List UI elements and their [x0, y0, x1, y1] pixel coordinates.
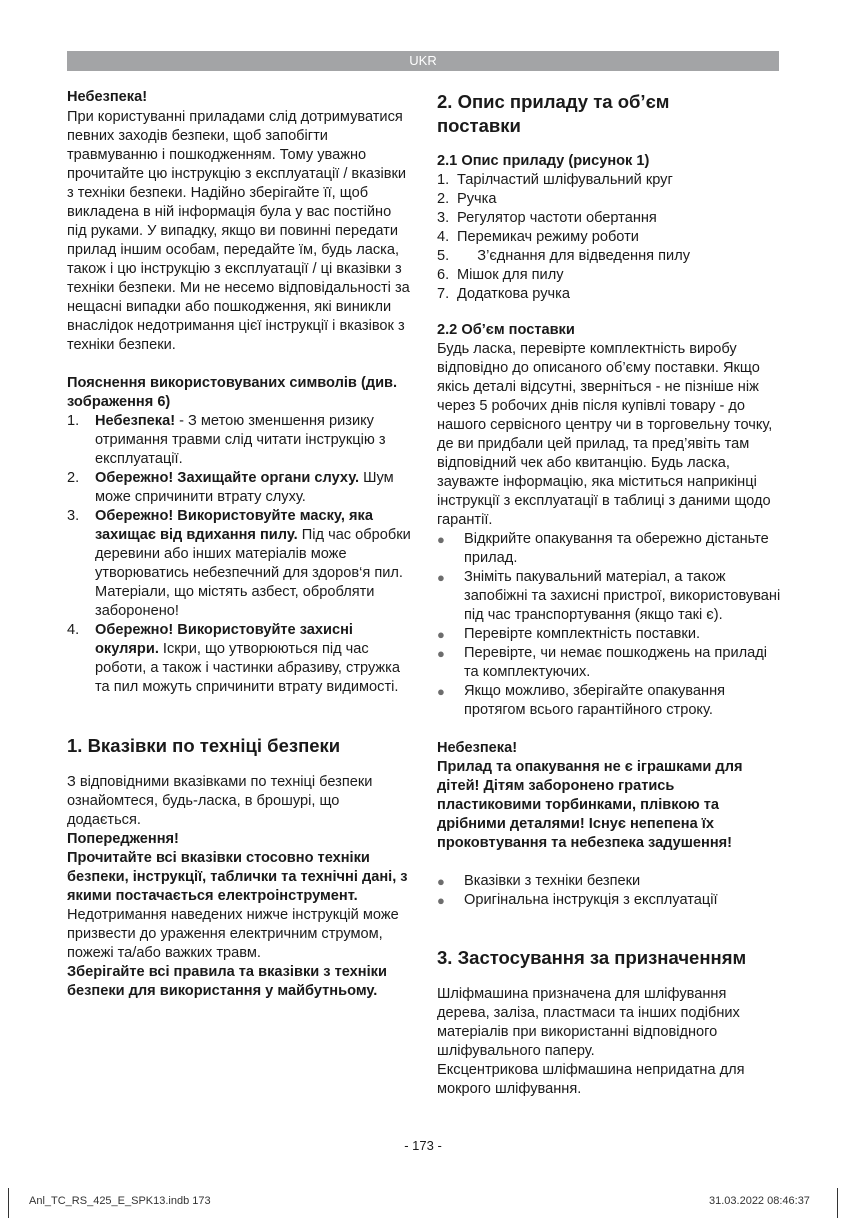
crop-mark-left: [8, 1188, 9, 1218]
part-label: Регулятор частоти обертання: [457, 210, 657, 226]
unpacking-step: [437, 530, 782, 568]
unpacking-step-text: Зніміть пакувальний матеріал, а також запобіжні та захисні пристрої, використовувані під час транспортування (якщо такі є).: [464, 569, 781, 623]
subsection-2-2-text: Будь ласка, перевірте комплектність виробу відповідно до описаного об’єму поставки. Якщо якісь деталі відсутні, зверніться - не пізніше ніж через 5 робочих днів після купівлі товару - до нашого сервісного центру чи в торговельну точку, де ви придбали цей прилад, та пред’явіть там відповідний чек або квитанцію. Будь ласка, зауважте інформацію, яка міститься наприкінці інструкції з експлуатації в таблиці з даними щодо гарантії.: [437, 341, 773, 528]
part-number: 7.: [437, 286, 450, 302]
unpacking-steps-list: [437, 530, 782, 720]
unpacking-step: [437, 568, 782, 625]
bullet-icon: ●: [437, 874, 445, 889]
part-item: [437, 266, 782, 285]
unpacking-step-text: Перевірте комплектність поставки.: [464, 626, 701, 642]
danger-title: Небезпека!: [67, 89, 148, 105]
included-document: [437, 891, 782, 910]
danger-2-text: Прилад та опакування не є іграшками для дітей! Дітям заборонено гратись пластиковими торбинками, плівкою та дрібними деталями! Існує непепена їх проковтування та небезпека задушення!: [437, 759, 743, 851]
symbol-item: [67, 507, 412, 621]
symbol-description: Іскри, що утворюються під час роботи, а також і частинки абразиву, стружка та пил можуть спричинити втрату видимості.: [95, 641, 400, 695]
part-item: [437, 190, 782, 209]
part-number: 6.: [437, 267, 450, 283]
unpacking-step-text: Відкрийте опакування та обережно дістаньте прилад.: [464, 531, 769, 566]
unpacking-step-text: Перевірте, чи немає пошкоджень на приладі та комплектуючих.: [464, 645, 767, 680]
included-document-text: Вказівки з техніки безпеки: [464, 873, 641, 889]
keep-instructions-text: Зберігайте всі правила та вказівки з техніки безпеки для використання у майбутньому.: [67, 964, 387, 999]
section-3-text-2: Ексцентрикова шліфмашина непридатна для мокрого шліфування.: [437, 1062, 745, 1097]
symbol-text: [95, 469, 412, 507]
part-number: 3.: [437, 210, 450, 226]
part-item: [437, 285, 782, 304]
symbol-description: Шум може спричинити втрату слуху.: [95, 470, 394, 505]
part-label: Тарілчастий шліфувальний круг: [457, 172, 673, 188]
part-item: [437, 228, 782, 247]
print-file-name: Anl_TC_RS_425_E_SPK13.indb 173: [29, 1195, 211, 1207]
section-3-text-1: Шліфмашина призначена для шліфування дерева, заліза, пластмаси та інших подібних матеріалів при використанні відповідного шліфувального паперу.: [437, 986, 740, 1059]
symbol-number: 3.: [67, 508, 80, 524]
warning-paragraph: [67, 849, 412, 963]
part-item: [437, 171, 782, 190]
symbol-bold-text: Обережно! Захищайте органи слуху.: [95, 470, 360, 486]
symbols-list: [67, 412, 412, 697]
bullet-icon: ●: [437, 646, 445, 661]
symbol-number: 4.: [67, 622, 80, 638]
included-document: [437, 872, 782, 891]
symbol-bold-text: Небезпека!: [95, 413, 176, 429]
symbol-number: 1.: [67, 413, 80, 429]
section-1-title: 1. Вказівки по техніці безпеки: [67, 735, 341, 756]
symbol-text: [95, 412, 412, 469]
symbol-number: 2.: [67, 470, 80, 486]
section-2-title: 2. Опис приладу та об’єм поставки: [437, 91, 670, 136]
bullet-icon: ●: [437, 570, 445, 585]
part-number: 5.: [437, 248, 450, 264]
symbol-description: Під час обробки деревини або інших матеріалів може утворюватись небезпечний для здоров‘я пил. Матеріали, що містять азбест, обробляти заборонено!: [95, 527, 411, 619]
part-label: Мішок для пилу: [457, 267, 564, 283]
unpacking-step: [437, 644, 782, 682]
symbol-bold-text: Обережно! Використовуйте маску, яка захищає від вдихання пилу.: [95, 508, 373, 543]
left-column: [67, 88, 412, 1001]
crop-mark-right: [837, 1188, 838, 1218]
unpacking-step-text: Якщо можливо, зберігайте опакування протягом всього гарантійного строку.: [464, 683, 726, 718]
part-label: З’єднання для відведення пилу: [457, 248, 691, 264]
section-1-text: З відповідними вказівками по техніці безпеки ознайомтеся, будь-ласка, в брошурі, що додається.: [67, 774, 373, 828]
part-label: Додаткова ручка: [457, 286, 570, 302]
included-documents-list: [437, 872, 782, 910]
language-label: UKR: [409, 53, 437, 68]
symbol-text: [95, 621, 412, 697]
bullet-icon: ●: [437, 684, 445, 699]
symbol-text: [95, 507, 412, 621]
symbol-bold-text: Обережно! Використовуйте захисні окуляри.: [95, 622, 353, 657]
warning-bold-text: Прочитайте всі вказівки стосовно техніки безпеки, інструкції, таблички та технічні дані, з якими постачається електроінструмент.: [67, 850, 408, 904]
part-number: 2.: [437, 191, 450, 207]
part-label: Ручка: [457, 191, 497, 207]
bullet-icon: ●: [437, 532, 445, 547]
part-label: Перемикач режиму роботи: [457, 229, 639, 245]
language-header-bar: [67, 51, 779, 71]
print-timestamp: 31.03.2022 08:46:37: [709, 1195, 810, 1207]
warning-title: Попередження!: [67, 831, 179, 847]
part-number: 4.: [437, 229, 450, 245]
bullet-icon: ●: [437, 893, 445, 908]
symbol-item: [67, 621, 412, 697]
right-column: [437, 88, 782, 1099]
danger-text: При користуванні приладами слід дотримуватися певних заходів безпеки, щоб запобігти травмуванню і пошкодженням. Тому уважно прочитайте цю інструкцію з експлуатації / вказівки з техніки безпеки. Надійно зберігайте її, щоб викладена в ній інформація була у вас постійно під руками. У випадку, якщо ви повинні передати прилад іншим особам, передайте їм, будь ласка, також і цю інструкцію з експлуатації / ці вказівки з техніки безпеки. Ми не несемо відповідальності за нещасні випадки або пошкодження, які виникли внаслідок недотримання цієї інструкції і вказівок з техніки безпеки.: [67, 109, 410, 353]
parts-list: [437, 171, 782, 304]
danger-2-title: Небезпека!: [437, 740, 518, 756]
section-3-title: 3. Застосування за призначенням: [437, 947, 747, 968]
bullet-icon: ●: [437, 627, 445, 642]
symbol-description: - З метою зменшення ризику отримання травми слід читати інструкцію з експлуатації.: [95, 413, 386, 467]
part-item: [437, 247, 782, 266]
part-number: 1.: [437, 172, 450, 188]
unpacking-step: [437, 625, 782, 644]
subsection-2-2-title: 2.2 Об’єм поставки: [437, 322, 575, 338]
warning-text: Недотримання наведених нижче інструкцій може призвести до ураження електричним струмом, пожежі та/або важких травм.: [67, 907, 399, 961]
subsection-2-1-title: 2.1 Опис приладу (рисунок 1): [437, 153, 650, 169]
page-number: - 173 -: [404, 1138, 442, 1153]
unpacking-step: [437, 682, 782, 720]
symbols-title: Пояснення використовуваних символів (див. зображення 6): [67, 375, 398, 410]
included-document-text: Оригінальна інструкція з експлуатації: [464, 892, 718, 908]
symbol-item: [67, 412, 412, 469]
part-item: [437, 209, 782, 228]
symbol-item: [67, 469, 412, 507]
